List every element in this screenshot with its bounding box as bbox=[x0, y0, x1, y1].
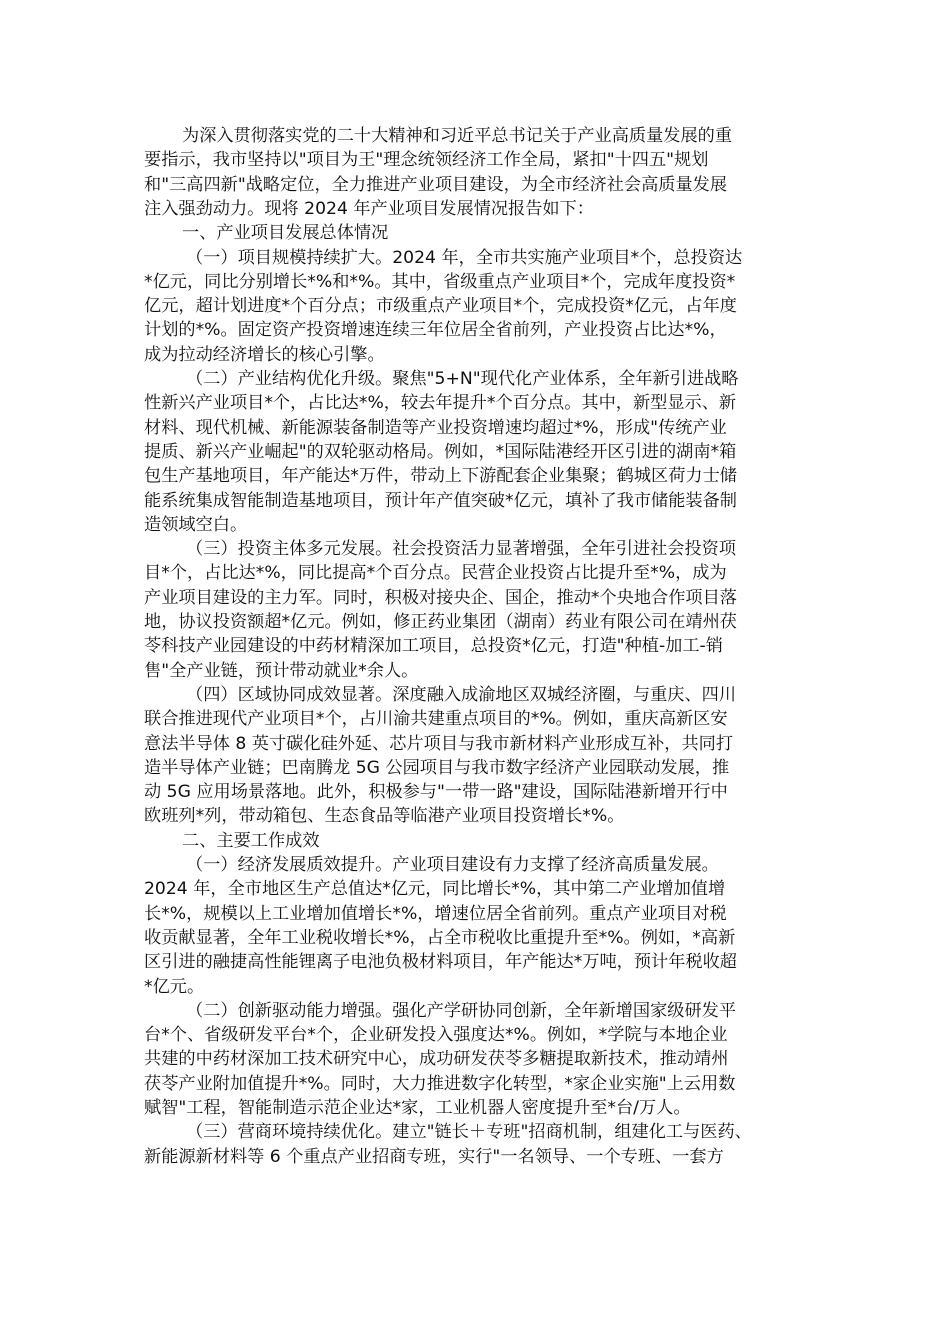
text-line: 一、产业项目发展总体情况 bbox=[182, 223, 389, 244]
text-line: 造半导体产业链；巴南腾龙 5G 公园项目与我市数字经济产业园联动发展，推 bbox=[144, 757, 730, 778]
text-line: 能系统集成智能制造基地项目，预计年产值突破*亿元，填补了我市储能装备制 bbox=[144, 490, 737, 511]
text-line: 动 5G 应用场景落地。此外，积极参与"一带一路"建设，国际陆港新增开行中 bbox=[144, 782, 728, 803]
text-line: 亿元，超计划进度*个百分点；市级重点产业项目*个，完成投资*亿元，占年度 bbox=[144, 296, 737, 317]
text-line: （一）项目规模持续扩大。2024 年，全市共实施产业项目*个，总投资达 bbox=[186, 247, 743, 268]
text-line: 新能源新材料等 6 个重点产业招商专班，实行"一名领导、一个专班、一套方 bbox=[144, 1146, 724, 1167]
text-line: （二）创新驱动能力增强。强化产学研协同创新，全年新增国家级研发平 bbox=[186, 1000, 737, 1021]
text-line: 意法半导体 8 英寸碳化硅外延、芯片项目与我市新材料产业形成互补，共同打 bbox=[144, 733, 734, 754]
text-line: 苓科技产业园建设的中药材精深加工项目，总投资*亿元，打造"种植-加工-销 bbox=[144, 636, 723, 657]
text-line: 为深入贯彻落实党的二十大精神和习近平总书记关于产业高质量发展的重 bbox=[182, 126, 733, 146]
text-line: （二）产业结构优化升级。聚焦"5+N"现代化产业体系，全年新引进战略 bbox=[186, 369, 739, 389]
text-line: 收贡献显著，全年工业税收增长*%，占全市税收比重提升至*%。例如，*高新 bbox=[144, 927, 736, 948]
text-line: 联合推进现代产业项目*个，占川渝共建重点项目的*%。例如，重庆高新区安 bbox=[144, 709, 728, 730]
text-line: 性新兴产业项目*个，占比达*%，较去年提升*个百分点。其中，新型显示、新 bbox=[144, 393, 737, 414]
text-line: *亿元，同比分别增长*%和*%。其中，省级重点产业项目*个，完成年度投资* bbox=[144, 271, 736, 292]
text-line: *亿元。 bbox=[144, 976, 205, 997]
text-line: 欧班列*列，带动箱包、生态食品等临港产业项目投资增长*%。 bbox=[144, 806, 625, 827]
text-line: 计划的*%。固定资产投资增速连续三年位居全省前列，产业投资占比达*%， bbox=[144, 320, 727, 341]
text-line: 要指示，我市坚持以"项目为王"理念统领经济工作全局，紧扣"十四五"规划 bbox=[144, 150, 709, 171]
text-line: 售"全产业链，预计带动就业*余人。 bbox=[144, 660, 419, 681]
text-line: 提质、新兴产业崛起"的双轮驱动格局。例如，*国际陆港经开区引进的湖南*箱 bbox=[144, 441, 737, 462]
text-line: （三）投资主体多元发展。社会投资活力显著增强，全年引进社会投资项 bbox=[186, 539, 737, 560]
text-line: 台*个、省级研发平台*个，企业研发投入强度达*%。例如，*学院与本地企业 bbox=[144, 1025, 728, 1046]
text-line: （四）区域协同成效显著。深度融入成渝地区双城经济圈，与重庆、四川 bbox=[186, 684, 737, 705]
text-line: 包生产基地项目，年产能达*万件，带动上下游配套企业集聚；鹤城区荷力士储 bbox=[144, 466, 737, 487]
text-line: 注入强劲动力。现将 2024 年产业项目发展情况报告如下： bbox=[144, 198, 594, 219]
text-line: 地，协议投资额超*亿元。例如，修正药业集团（湖南）药业有限公司在靖州茯 bbox=[144, 612, 737, 632]
text-line: 二、主要工作成效 bbox=[182, 830, 320, 851]
text-line: 造领域空白。 bbox=[144, 514, 248, 535]
text-line: （一）经济发展质效提升。产业项目建设有力支撑了经济高质量发展。 bbox=[186, 855, 719, 875]
text-line: 和"三高四新"战略定位，全力推进产业项目建设，为全市经济社会高质量发展 bbox=[144, 174, 728, 195]
text-line: 成为拉动经济增长的核心引擎。 bbox=[144, 344, 385, 365]
text-line: 长*%，规模以上工业增加值增长*%，增速位居全省前列。重点产业项目对税 bbox=[144, 903, 727, 924]
text-line: 2024 年，全市地区生产总值达*亿元，同比增长*%，其中第二产业增加值增 bbox=[144, 879, 726, 900]
text-line: 区引进的融捷高性能锂离子电池负极材料项目，年产能达*万吨，预计年税收超 bbox=[144, 952, 737, 973]
text-line: 材料、现代机械、新能源装备制造等产业投资增速均超过*%，形成"传统产业 bbox=[144, 417, 727, 438]
text-line: 共建的中药材深加工技术研究中心，成功研发茯苓多糖提取新技术，推动靖州 bbox=[144, 1049, 729, 1070]
text-line: 产业项目建设的主力军。同时，积极对接央企、国企，推动*个央地合作项目落 bbox=[144, 587, 737, 608]
text-line: 赋智"工程，智能制造示范企业达*家，工业机器人密度提升至*台/万人。 bbox=[144, 1098, 691, 1118]
text-line: 目*个，占比达*%，同比提高*个百分点。民营企业投资占比提升至*%，成为 bbox=[144, 563, 727, 584]
text-line: 茯苓产业附加值提升*%。同时，大力推进数字化转型，*家企业实施"上云用数 bbox=[144, 1073, 736, 1094]
text-line: （三）营商环境持续优化。建立"链长＋专班"招商机制，组建化工与医药、 bbox=[186, 1122, 752, 1143]
